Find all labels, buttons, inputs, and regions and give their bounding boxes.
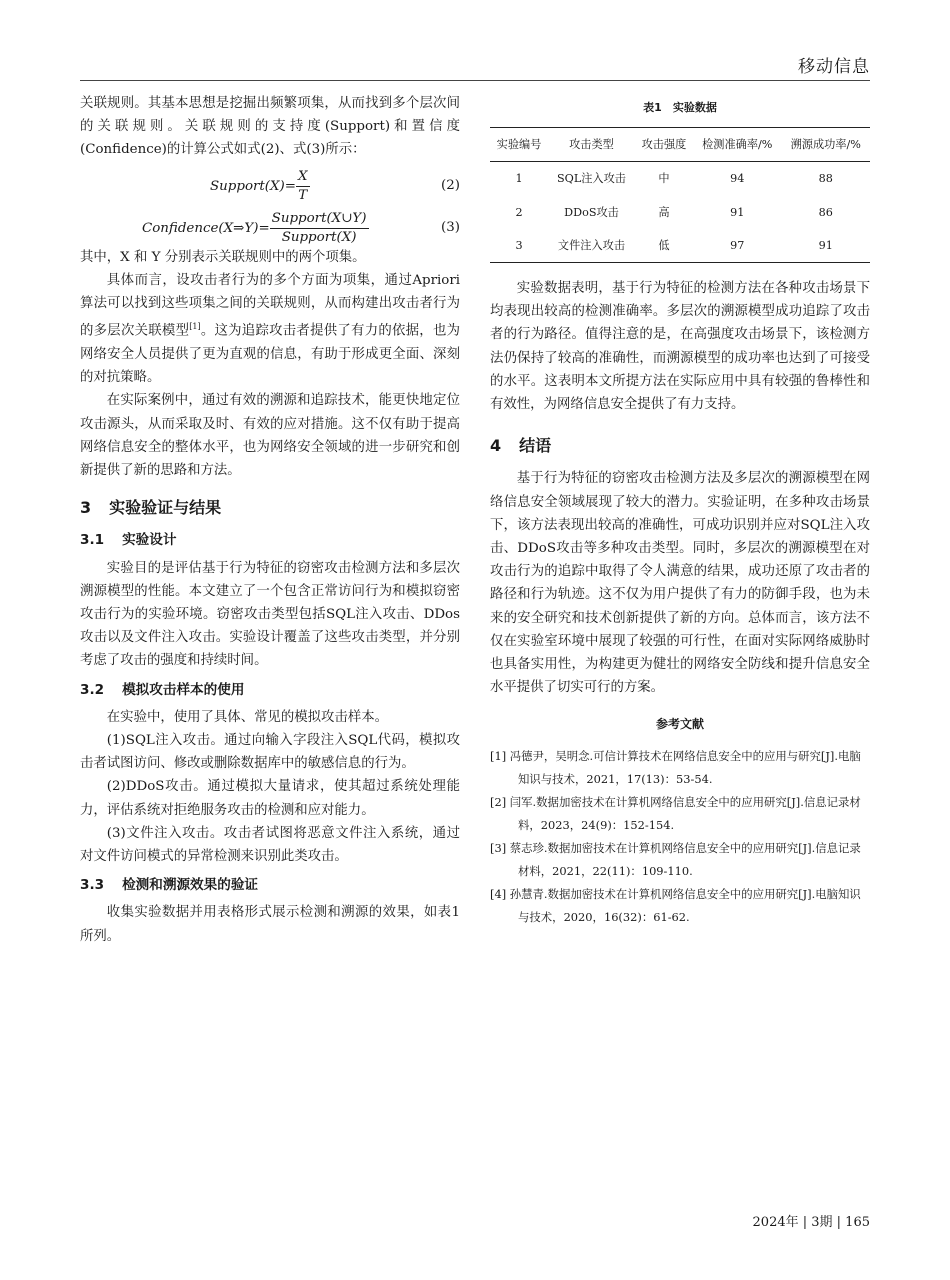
right-column [490,92,870,929]
ddos-item: (2)DDoS攻击。通过模拟大量请求，使其超过系统处理能力，评估系统对拒绝服务攻击的检测和应对能力。 [80,779,460,818]
table-cell: 88 [818,172,833,186]
table-cell: SQL注入攻击 [556,172,626,186]
table-row [490,196,870,229]
table-cell: 91 [781,229,870,263]
formula-confidence-denominator: Support(X) [281,229,357,245]
page-footer: 2024年 | 3期 | 165 [752,1215,870,1230]
xy-explanation: 其中，X 和 Y 分别表示关联规则中的两个项集。 [80,249,366,265]
section-4-heading [490,434,870,457]
formula-support-numerator: X [296,168,310,187]
subsection-title: 实验设计 [122,532,177,549]
conclusion-paragraph: 基于行为特征的窃密攻击检测方法及多层次的溯源模型在网络信息安全领域展现了较大的潜力。实验证明，在多种攻击场景下，该方法表现出较高的准确性，可成功识别并应对SQL注入攻击、DDoS攻击等多种攻击类型。同时，多层次的溯源模型在对攻击行为的追踪中取得了令人满意的结果，成功还原了攻击者的路径和行为轨迹。这不仅为用户提供了有力的防御手段，也为未来的安全研究和技术创新提供了新的方向。总体而言，该方法不仅在实验室环境中展现了较强的可行性，在面对实际网络威胁时也具备实用性，为构建更为健壮的网络安全防线和提升信息安全水平提供了切实可行的方案。 [490,471,870,696]
results-paragraph: 实验数据表明，基于行为特征的检测方法在各种攻击场景下均表现出较高的检测准确率。多层次的溯源模型成功追踪了攻击者的行为路径。值得注意的是，在高强度攻击场景下，该检测方法仍保持了较高的准确性，而溯源模型的成功率也达到了可接受的水平。这表明本文所提方法在实际应用中具有较强的鲁棒性和有效性，为网络信息安全提供了有力支持。 [490,281,870,413]
apriori-paragraph [80,269,460,389]
apriori-tail: 。这为追踪攻击者提供了有力的依据，也为网络安全人员提供了更为直观的信息，有助于形成更全面、深刻的对抗策略。 [80,323,461,386]
table-cell: 97 [693,229,781,263]
reference-item: [2] 闫军.数据加密技术在计算机网络信息安全中的应用研究[J].信息记录材料，2023，24(9)：152-154. [490,794,861,832]
subsection-number: 3.3 [80,877,105,894]
section-number: 3 [80,498,92,518]
formula-confidence-lhs: Confidence(X⇒Y)= [142,220,270,236]
table-cell: 中 [658,172,670,186]
subsection-3-1-heading [80,529,460,552]
section-title: 实验验证与结果 [109,498,222,518]
table-header-cell: 实验编号 [490,128,548,162]
intro-paragraph: 关联规则。其基本思想是挖掘出频繁项集，从而找到多个层次间的关联规则。关联规则的支持度(Support)和置信度(Confidence)的计算公式如式(2)、式(3)所示： [80,96,460,158]
references-heading: 参考文献 [655,717,704,732]
table-header-cell: 攻击强度 [635,128,693,162]
experiment-design-paragraph: 实验目的是评估基于行为特征的窃密攻击检测方法和多层次溯源模型的性能。本文建立了一个包含正常访问行为和模拟窃密攻击行为的实验环境。窃密攻击类型包括SQL注入攻击、DDos攻击以及文件注入攻击。实验设计覆盖了这些攻击类型，并分别考虑了攻击的强度和持续时间。 [80,560,460,669]
formula-confidence [80,204,460,246]
attack-samples-paragraph: 在实验中，使用了具体、常见的模拟攻击样本。 [106,709,388,725]
citation-1: [1] [189,322,201,332]
table-cell: 高 [658,205,670,219]
apriori-text: 具体而言，设攻击者行为的多个方面为项集，通过Apriori算法可以找到这些项集之间的关联规则，从而构建出攻击者行为的多层次关联模型 [80,272,460,339]
formula-support-lhs: Support(X)= [210,178,296,194]
reference-item: [3] 蔡志珍.数据加密技术在计算机网络信息安全中的应用研究[J].信息记录材料，2021，22(11)：109-110. [490,840,861,878]
reference-item: [1] 冯德尹，吴明念.可信计算技术在网络信息安全中的应用与研究[J].电脑知识与技术，2021，17(13)：53-54. [490,748,861,786]
table-cell: 文件注入攻击 [548,229,635,263]
table-cell: 3 [490,229,548,263]
table-header-cell: 攻击类型 [548,128,635,162]
section-3-heading [80,496,460,519]
table-header-cell: 溯源成功率/% [781,128,870,162]
formula-support-fraction [296,168,310,205]
section-title: 结语 [519,436,552,456]
subsection-title: 检测和溯源效果的验证 [122,877,259,894]
journal-title: 移动信息 [798,57,870,77]
subsection-3-3-heading [80,874,460,897]
left-column [80,92,460,948]
table-header-row [490,128,870,162]
case-paragraph: 在实际案例中，通过有效的溯源和追踪技术，能更快地定位攻击源头，从而采取及时、有效的应对措施。这不仅有助于提高网络信息安全的整体水平，也为网络安全领域的进一步研究和创新提供了新的思路和方法。 [80,393,460,478]
section-number: 4 [490,436,502,456]
formula-confidence-numerator: Support(X∪Y) [270,210,369,229]
table-row [490,162,870,196]
verification-paragraph: 收集实验数据并用表格形式展示检测和溯源的效果，如表1所列。 [80,905,460,944]
table-cell: 91 [730,205,745,219]
formula-support-denominator: T [298,187,308,203]
table-cell: 1 [515,172,523,186]
table-caption: 表1 实验数据 [643,101,717,114]
formula-support [80,162,460,204]
table-cell: 94 [730,172,745,186]
subsection-title: 模拟攻击样本的使用 [122,681,245,698]
table-cell: 86 [818,205,833,219]
table-row [490,229,870,263]
subsection-3-2-heading [80,679,460,702]
subsection-number: 3.2 [80,681,105,698]
header-divider [80,80,870,81]
experiment-data-table [490,127,870,263]
file-injection-item: (3)文件注入攻击。攻击者试图将恶意文件注入系统，通过对文件访问模式的异常检测来识别此类攻击。 [80,825,460,864]
table-cell: 低 [635,229,693,263]
formula-confidence-fraction [270,210,369,247]
reference-item: [4] 孙慧青.数据加密技术在计算机网络信息安全中的应用研究[J].电脑知识与技术，2020，16(32)：61-62. [490,886,861,924]
sql-injection-item: (1)SQL注入攻击。通过向输入字段注入SQL代码，模拟攻击者试图访问、修改或删除数据库中的敏感信息的行为。 [80,732,460,772]
formula-confidence-number: (3) [441,219,460,235]
table-cell: 2 [515,205,523,219]
formula-support-number: (2) [441,177,460,193]
subsection-number: 3.1 [80,532,105,549]
table-cell: DDoS攻击 [564,205,619,219]
table-header-cell: 检测准确率/% [693,128,781,162]
